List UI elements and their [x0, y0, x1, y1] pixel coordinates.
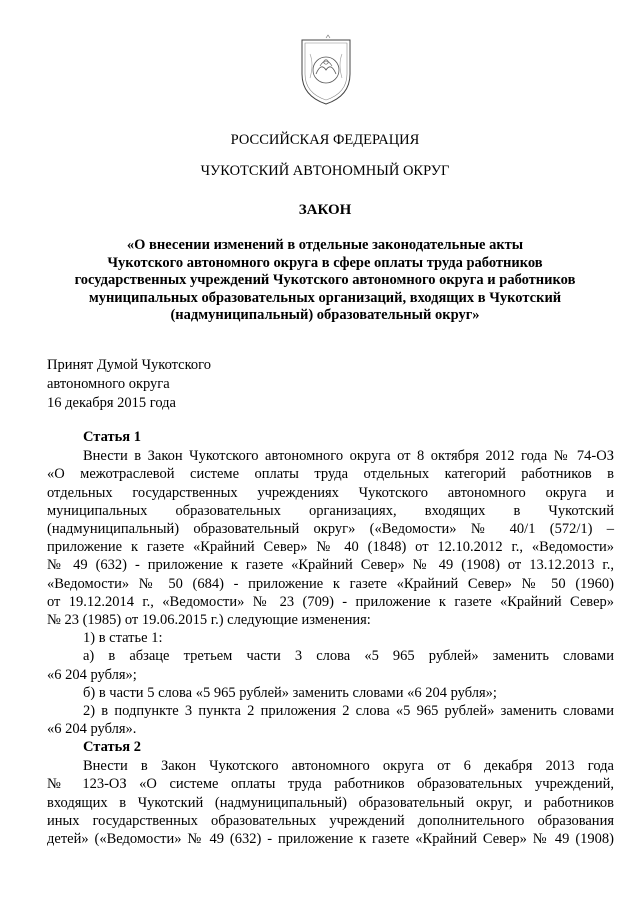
paragraph-line: Внести в Закон Чукотского автономного округа от 8 октября 2012 года № 74-ОЗ	[83, 448, 614, 465]
list-item: 1) в статье 1:	[83, 630, 163, 647]
list-item: 2) в подпункте 3 пункта 2 приложения 2 слова «5 965 рублей» заменить словами	[83, 703, 614, 720]
paragraph-line: № 123-ОЗ «О системе оплаты труда работников образовательных учреждений,	[47, 776, 614, 793]
paragraph-line: Внести в Закон Чукотского автономного округа от 6 декабря 2013 года	[83, 758, 614, 775]
paragraph-line: детей» («Ведомости» № 49 (632) - приложение к газете «Крайний Север» № 49 (1908)	[47, 831, 614, 848]
paragraph-line: «Ведомости» № 50 (684) - приложение к газете «Крайний Север» № 50 (1960)	[47, 575, 614, 592]
article-1	[47, 428, 614, 738]
country-heading: РОССИЙСКАЯ ФЕДЕРАЦИЯ	[230, 132, 420, 148]
adoption-info	[47, 356, 211, 413]
law-title-line: муниципальных образовательных организаций, входящих в Чукотский	[88, 289, 562, 306]
law-title	[40, 237, 610, 325]
paragraph-line: иных государственных образовательных учреждений дополнительного образования	[47, 812, 614, 829]
paragraph-line: № 23 (1985) от 19.06.2015 г.) следующие изменения:	[47, 612, 371, 629]
paragraph-line: приложение к газете «Крайний Север» № 40 (1848) от 12.10.2012 г., «Ведомости»	[47, 539, 614, 556]
paragraph-line: муниципальных образовательных организациях, входящих в Чукотский	[47, 502, 614, 519]
list-item: б) в части 5 слова «5 965 рублей» заменить словами «6 204 рубля»;	[83, 684, 497, 701]
list-item-continuation: «6 204 рубля».	[47, 721, 137, 738]
region-heading: ЧУКОТСКИЙ АВТОНОМНЫЙ ОКРУГ	[200, 163, 450, 179]
paragraph-line: № 49 (632) - приложение к газете «Крайний Север» № 49 (1908) от 13.12.2013 г.,	[47, 557, 614, 574]
article-2	[47, 738, 614, 848]
paragraph-line: (надмуниципальный) образовательный округ» («Ведомости» № 40/1 (572/1) –	[47, 521, 614, 538]
paragraph-line: входящих в Чукотский (надмуниципальный) образовательный округ, и работников	[47, 794, 614, 811]
law-title-line: «О внесении изменений в отдельные законодательные акты	[126, 237, 524, 253]
paragraph-line: от 19.12.2014 г., «Ведомости» № 23 (709) - приложение к газете «Крайний Север»	[47, 593, 614, 610]
article-paragraph	[47, 757, 614, 848]
article-paragraph	[47, 447, 614, 629]
adoption-line: Принят Думой Чукотского	[47, 357, 212, 373]
article-heading: Статья 2	[83, 739, 141, 755]
coat-of-arms-emblem	[296, 34, 356, 108]
law-title-line: (надмуниципальный) образовательный округ»	[170, 307, 480, 324]
article-heading: Статья 1	[83, 429, 141, 445]
law-title-line: государственных учреждений Чукотского автономного округа и работников	[74, 272, 576, 289]
paragraph-line: отдельных государственных учреждениях Чукотского автономного округа и	[47, 484, 614, 501]
adoption-date: 16 декабря 2015 года	[47, 395, 176, 411]
list-item-continuation: «6 204 рубля»;	[47, 666, 137, 683]
list-item: а) в абзаце третьем части 3 слова «5 965 рублей» заменить словами	[83, 648, 614, 665]
document-type: ЗАКОН	[298, 202, 352, 218]
paragraph-line: «О межотраслевой системе оплаты труда отдельных категорий работников в	[47, 466, 614, 483]
law-title-line: Чукотского автономного округа в сфере оплаты труда работников	[107, 254, 543, 271]
adoption-line: автономного округа	[47, 376, 170, 392]
